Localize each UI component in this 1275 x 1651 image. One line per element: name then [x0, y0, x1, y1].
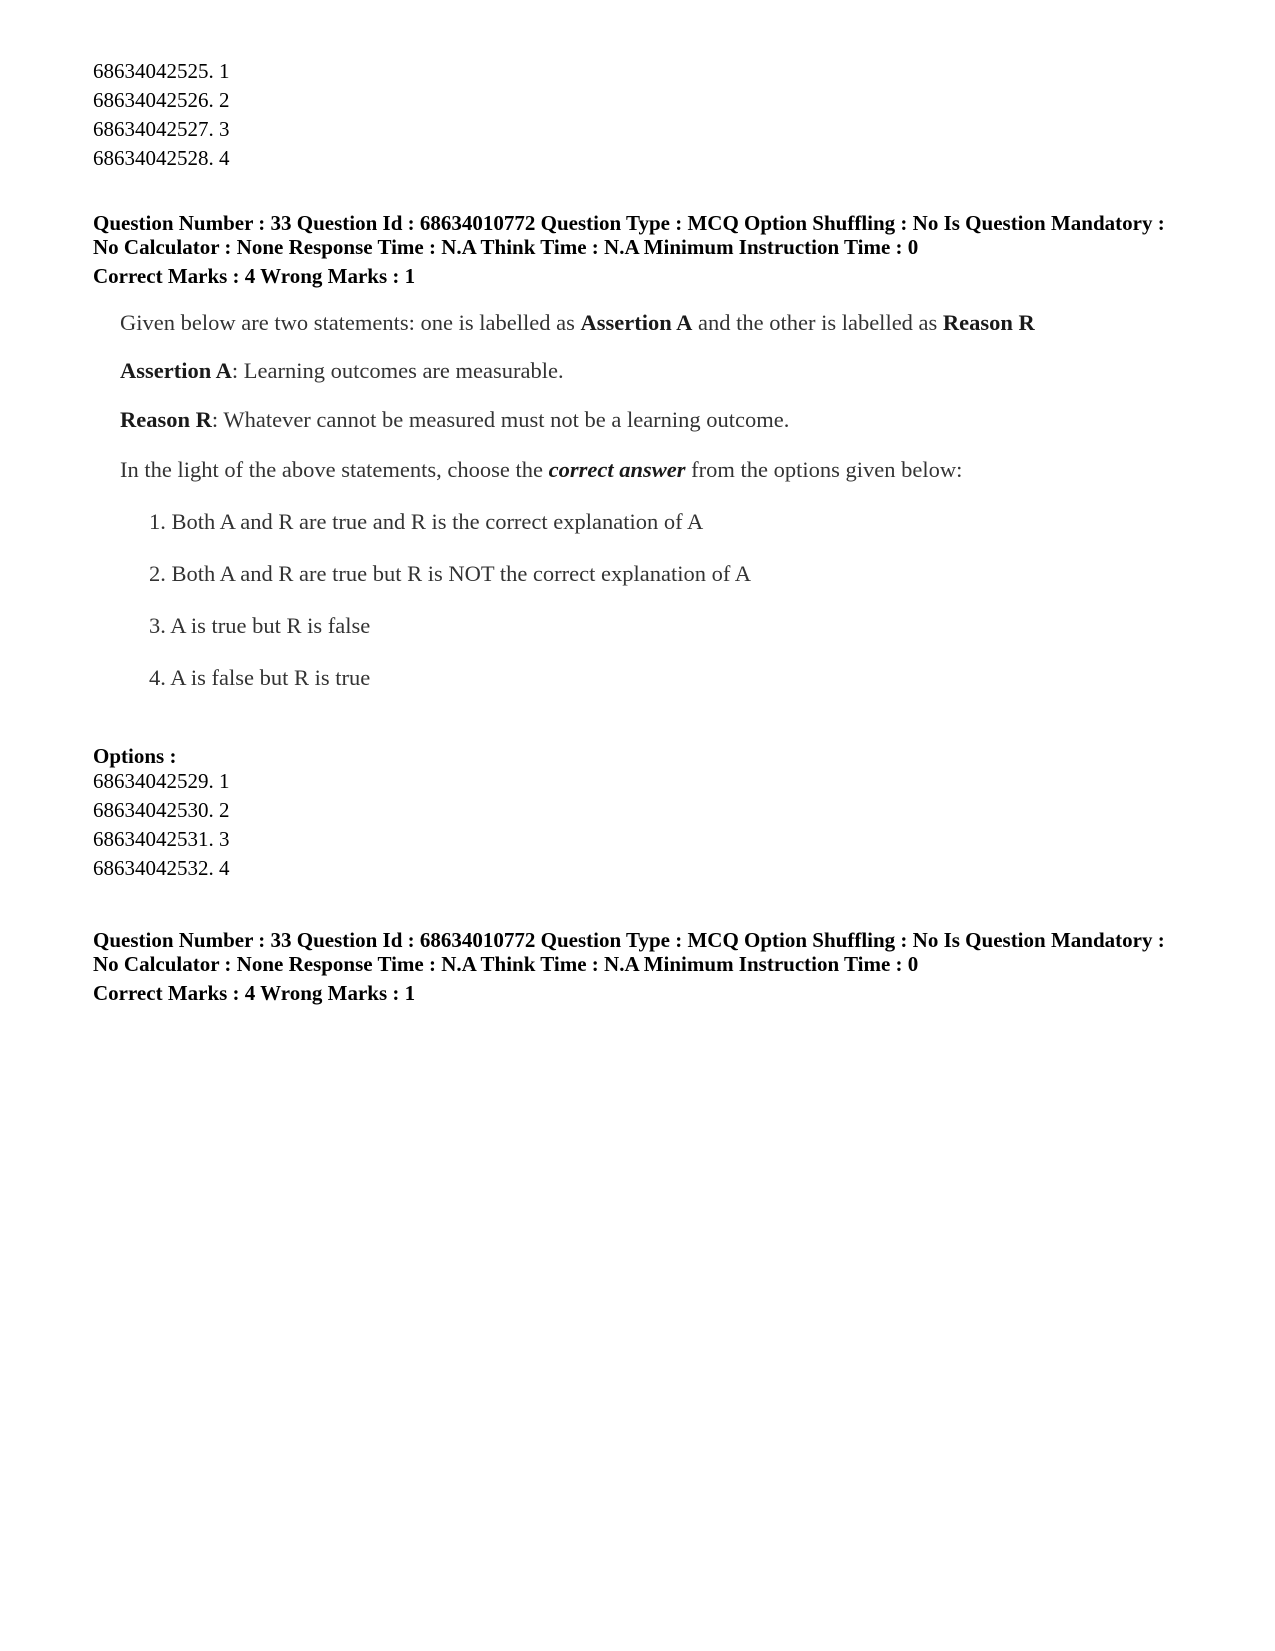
instruction-emphasis: correct answer [548, 457, 686, 482]
question-meta-line-3: Correct Marks : 4 Wrong Marks : 1 [93, 264, 416, 288]
reason-statement [120, 407, 789, 433]
question-meta-line-2: No Calculator : None Response Time : N.A Think Time : N.A Minimum Instruction Time : 0 [93, 235, 919, 259]
question-meta-line-1: Question Number : 33 Question Id : 68634010772 Question Type : MCQ Option Shuffling : No Is Question Mandatory : [93, 211, 1165, 235]
question-meta [93, 211, 1165, 288]
options-label: Options : [93, 744, 177, 768]
next-question-meta-line-3: Correct Marks : 4 Wrong Marks : 1 [93, 981, 416, 1005]
next-question-meta-line-1: Question Number : 33 Question Id : 68634010772 Question Type : MCQ Option Shuffling : No Is Question Mandatory : [93, 928, 1165, 952]
assertion-label: Assertion A [120, 358, 232, 383]
option-1: 68634042529. 1 [93, 769, 230, 793]
question-instruction: In the light of the above statements, choose the correct answer from the options given below: [120, 457, 963, 482]
reason-label: Reason R [120, 407, 212, 432]
options-list [93, 767, 230, 883]
previous-option-4: 68634042528. 4 [93, 146, 230, 170]
previous-options-list [93, 57, 230, 173]
option-3: 68634042531. 3 [93, 827, 230, 851]
assertion-text: : Learning outcomes are measurable. [231, 358, 564, 383]
question-body [120, 310, 1130, 730]
intro-assertion-label: Assertion A [580, 310, 693, 335]
question-intro: Given below are two statements: one is labelled as Assertion A and the other is labelled as Reason R [120, 310, 1035, 335]
reason-text: : Whatever cannot be measured must not be a learning outcome. [211, 407, 790, 432]
previous-option-3: 68634042527. 3 [93, 117, 230, 141]
assertion-statement [120, 358, 564, 384]
option-2: 68634042530. 2 [93, 798, 230, 822]
question-choice-2: 2. Both A and R are true but R is NOT the correct explanation of A [149, 561, 751, 586]
previous-option-1: 68634042525. 1 [93, 59, 230, 83]
intro-reason-label: Reason R [942, 310, 1035, 335]
question-choice-3: 3. A is true but R is false [149, 613, 371, 638]
question-choice-1: 1. Both A and R are true and R is the correct explanation of A [149, 509, 704, 534]
option-4: 68634042532. 4 [93, 856, 230, 880]
previous-option-2: 68634042526. 2 [93, 88, 230, 112]
question-choice-4: 4. A is false but R is true [149, 665, 371, 690]
next-question-meta [93, 928, 1165, 1005]
next-question-meta-line-2: No Calculator : None Response Time : N.A Think Time : N.A Minimum Instruction Time : 0 [93, 952, 919, 976]
